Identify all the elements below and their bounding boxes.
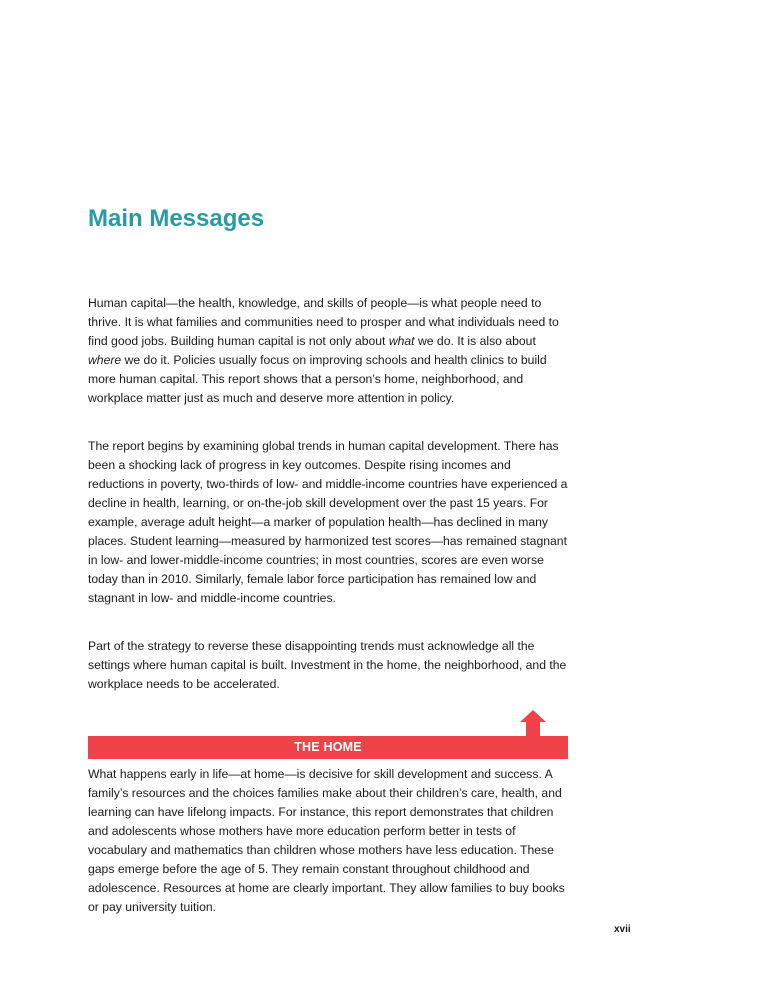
strategy-paragraph: Part of the strategy to reverse these disappointing trends must acknowledge all the settings where human capital is built. Investment in the home, the neighborhood, and the workplace needs to be accelerated. <box>88 639 567 691</box>
intro-paragraph <box>88 294 568 408</box>
section-label: THE HOME <box>294 740 362 754</box>
house-icon <box>519 709 547 737</box>
intro-text-2: we do. It is also about <box>414 334 536 348</box>
section-header-the-home <box>88 736 568 759</box>
page-title: Main Messages <box>88 205 265 232</box>
trends-paragraph: The report begins by examining global trends in human capital development. There has been a shocking lack of progress in key outcomes. Despite rising incomes and reductions in poverty, two-thirds of low- and middle-income countries have experienced a decline in health, learning, or on-the-job skill development over the past 15 years. For example, average adult height—a marker of population health—has declined in many places. Student learning—measured by harmonized test scores—has remained stagnant in low- and lower-middle-income countries; in most countries, scores are even worse today than in 2010. Similarly, female labor force participation has remained low and stagnant in low- and middle-income countries. <box>88 439 568 605</box>
intro-emphasis-where: where <box>88 353 122 367</box>
intro-text-1: Human capital—the health, knowledge, and skills of people—is what people need to thrive. It is what families and communities need to prosper and what individuals need to find good jobs. Building human capital is not only about <box>88 296 559 348</box>
home-paragraph: What happens early in life—at home—is decisive for skill development and success. A family’s resources and the choices families make about their children’s care, health, and learning can have lifelong impacts. For instance, this report demonstrates that children and adolescents whose mothers have more education perform better in tests of vocabulary and mathematics than children whose mothers have less education. These gaps emerge before the age of 5. They remain constant throughout childhood and adolescence. Resources at home are clearly important. They allow families to buy books or pay university tuition. <box>88 767 565 914</box>
intro-text-3: we do it. Policies usually focus on improving schools and health clinics to build more human capital. This report shows that a person’s home, neighborhood, and workplace matter just as much and deserve more attention in policy. <box>88 353 547 405</box>
page-number: xvii <box>614 924 631 935</box>
intro-emphasis-what: what <box>388 334 415 348</box>
